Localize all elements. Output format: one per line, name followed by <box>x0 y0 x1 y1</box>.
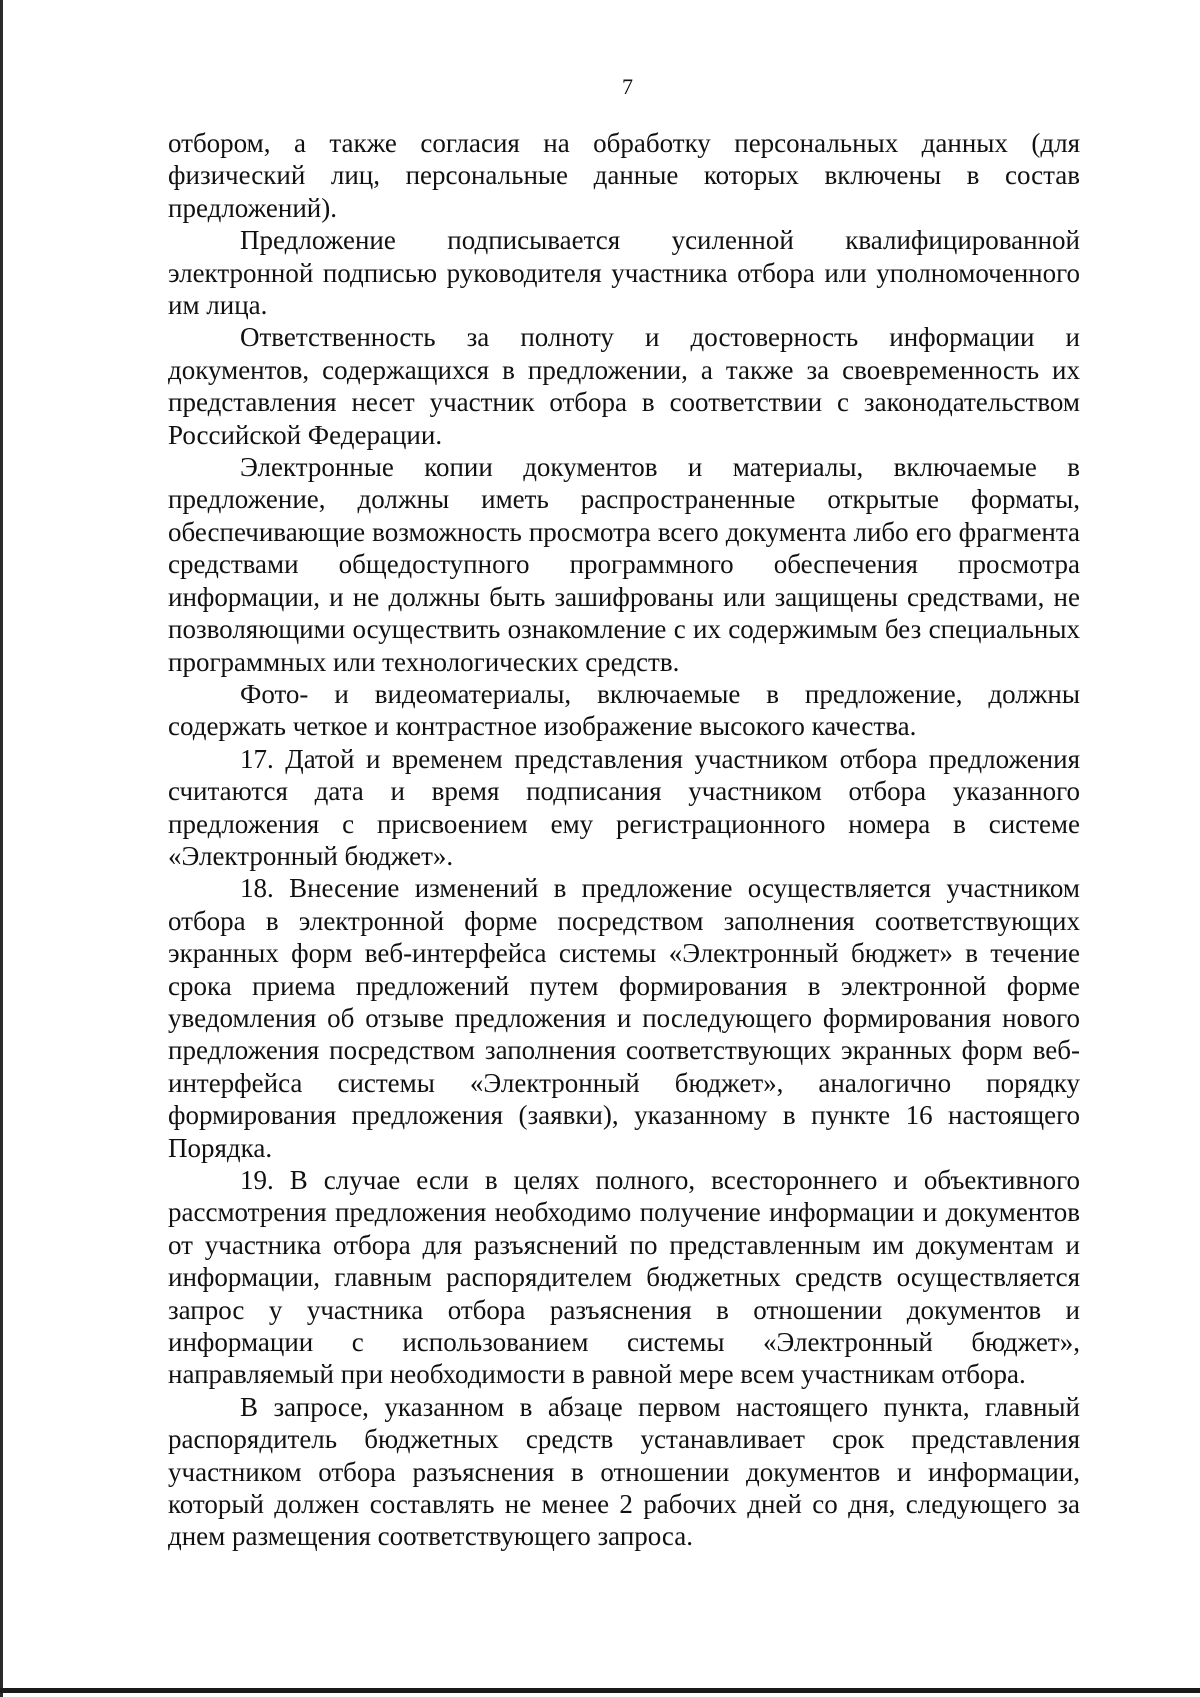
paragraph-item-19: 19. В случае если в целях полного, всестороннего и объективного рассмотрения предложения необходимо получение информации и документов от участника отбора для разъяснений по представленным им документам и информации, главным распорядителем бюджетных средств осуществляется запрос у участника отбора разъяснения в отношении документов и информации с использованием системы «Электронный бюджет», направляемый при необходимости в равной мере всем участникам отбора. <box>168 1165 1080 1390</box>
scan-border-bottom <box>0 1688 1200 1693</box>
paragraph-request-deadline: В запросе, указанном в абзаце первом настоящего пункта, главный распорядитель бюджетных средств устанавливает срок представления участником отбора разъяснения в отношении документов и информации, который должен составлять не менее 2 рабочих дней со дня, следующего за днем размещения соответствующего запроса. <box>168 1391 1080 1552</box>
paragraph-signature: Предложение подписывается усиленной квалифицированной электронной подписью руководителя участника отбора или уполномоченного им лица. <box>168 225 1080 321</box>
paragraph-continuation: отбором, а также согласия на обработку персональных данных (для физический лиц, персональные данные которых включены в состав предложений). <box>168 128 1080 223</box>
document-body <box>168 127 1080 1553</box>
paragraph-responsibility: Ответственность за полноту и достоверность информации и документов, содержащихся в предложении, а также за своевременность их представления несет участник отбора в соответствии с законодательством Российской Федерации. <box>168 322 1080 450</box>
paragraph-photo-video: Фото- и видеоматериалы, включаемые в предложение, должны содержать четкое и контрастное изображение высокого качества. <box>168 678 1080 742</box>
paragraph-item-18: 18. Внесение изменений в предложение осуществляется участником отбора в электронной форме посредством заполнения соответствующих экранных форм веб-интерфейса системы «Электронный бюджет» в течение срока приема предложений путем формирования в электронной форме уведомления об отзыве предложения и последующего формирования нового предложения посредством заполнения соответствующих экранных форм веб-интерфейса системы «Электронный бюджет», аналогично порядку формирования предложения (заявки), указанному в пункте 16 настоящего Порядка. <box>168 873 1080 1163</box>
scan-border-left <box>0 0 3 1697</box>
page-number: 7 <box>622 74 633 99</box>
paragraph-electronic-copies: Электронные копии документов и материалы, включаемые в предложение, должны иметь распространенные открытые форматы, обеспечивающие возможность просмотра всего документа либо его фрагмента средствами общедоступного программного обеспечения просмотра информации, и не должны быть зашифрованы или защищены средствами, не позволяющими осуществить ознакомление с их содержимым без специальных программных или технологических средств. <box>168 452 1080 677</box>
paragraph-item-17: 17. Датой и временем представления участником отбора предложения считаются дата и время подписания участником отбора указанного предложения с присвоением ему регистрационного номера в системе «Электронный бюджет». <box>168 743 1080 871</box>
